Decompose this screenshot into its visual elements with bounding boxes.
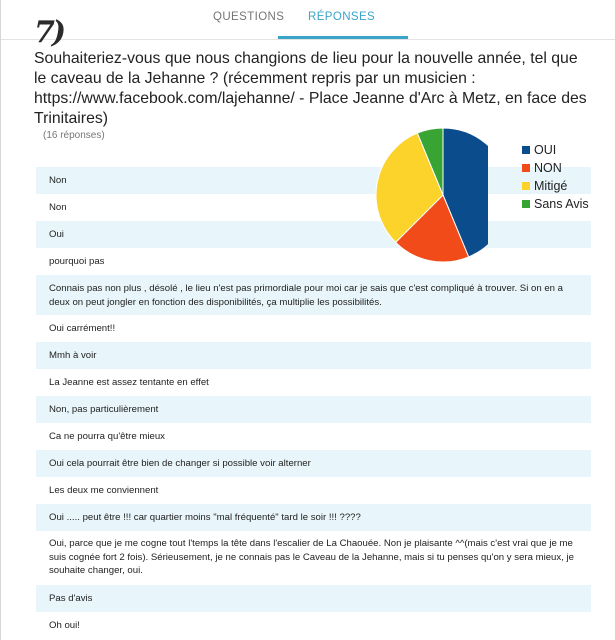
legend-item-non (522, 159, 589, 177)
response-row: La Jeanne est assez tentante en effet (49, 377, 209, 388)
response-row: Oui ..... peut être !!! car quartier moins "mal fréquenté" tard le soir !!! ???? (36, 504, 591, 531)
question-number: 7) (34, 15, 64, 50)
legend-swatch (522, 200, 530, 208)
legend-label: Sans Avis (534, 197, 589, 211)
tab-bar (1, 0, 615, 40)
response-row: Oui, parce que je me cogne tout l'temps la tête dans l'escalier de La Chaouée. Non je plaisante ^^(mais c'est vrai que je me suis cognée fort 2 fois). Sérieusement, je ne connais pas le Caveau de la Jehanne, mais si tu penses qu'on y sera mieux, je souhaite changer, oui. (49, 538, 574, 576)
legend-label: NON (534, 161, 562, 175)
response-row: Mmh à voir (36, 342, 591, 369)
response-row: Oui (36, 221, 591, 248)
tab-responses[interactable]: RÉPONSES (308, 11, 376, 23)
response-row: Pas d'avis (36, 585, 591, 612)
response-row: Ca ne pourra qu'être mieux (49, 431, 165, 442)
divider (1, 39, 615, 40)
legend-swatch (522, 146, 530, 154)
response-row: Non (49, 202, 67, 213)
legend-swatch (522, 164, 530, 172)
response-list (36, 167, 591, 639)
legend-swatch (522, 182, 530, 190)
chart-legend (522, 141, 589, 213)
pie-chart (373, 125, 488, 270)
legend-item-oui (522, 141, 589, 159)
response-row: Oh oui! (49, 620, 80, 631)
legend-label: Mitigé (534, 179, 568, 193)
response-row: Non (36, 167, 591, 194)
response-row: Connais pas non plus , désolé , le lieu n'est pas primordiale pour moi car je sais que c'est compliqué à trouver. Si on en a deux on peut jongler en fonction des disponibilités, ça multiplie les possibilités. (36, 275, 591, 315)
legend-item-sans-avis (522, 195, 589, 213)
response-row: pourquoi pas (49, 256, 105, 267)
response-row: Les deux me conviennent (49, 485, 159, 496)
response-count: (16 réponses) (43, 130, 105, 141)
legend-item-mitige (522, 177, 589, 195)
response-row: Oui carrément!! (49, 323, 116, 334)
question-title: Souhaiteriez-vous que nous changions de lieu pour la nouvelle année, tel que le caveau de la Jehanne ? (récemment repris par un musicien : https://www.facebook.com/lajehanne/ - Place Jeanne d'Arc à Metz, en face des Trinitaires) (34, 50, 587, 127)
response-row: Non, pas particulièrement (36, 396, 591, 423)
legend-label: OUI (534, 143, 557, 157)
response-row: Oui cela pourrait être bien de changer si possible voir alterner (36, 450, 591, 477)
tab-questions[interactable]: QUESTIONS (213, 11, 285, 23)
